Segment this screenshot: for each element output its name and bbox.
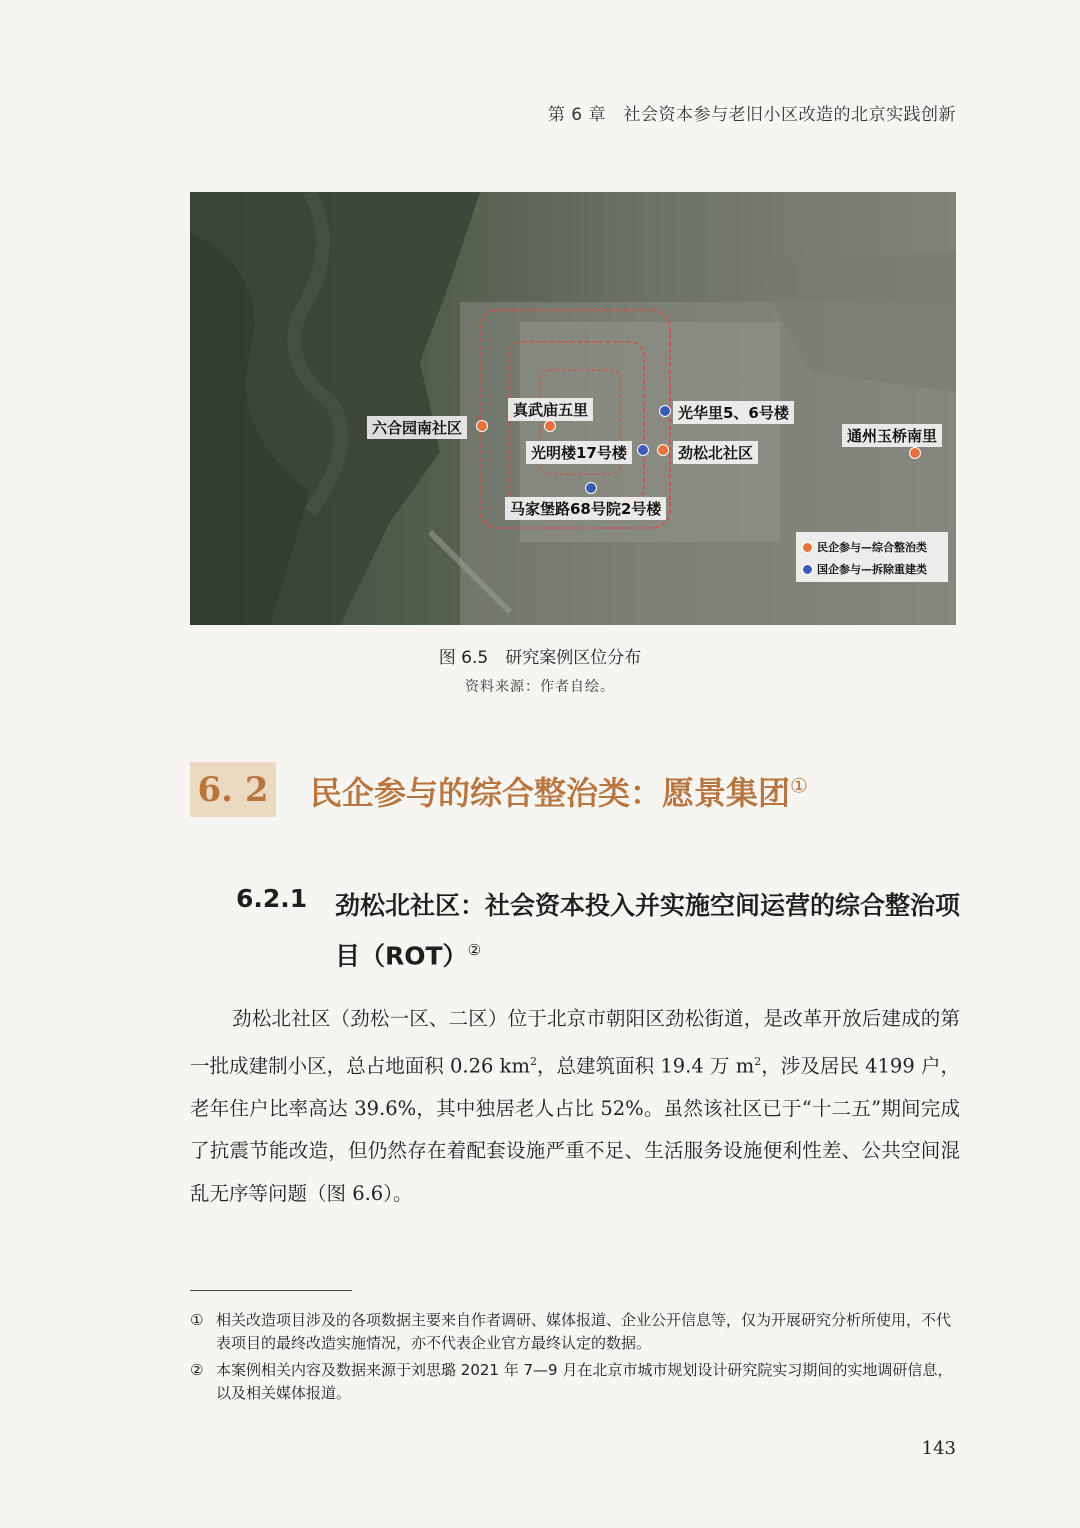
subsection-note-mark[interactable]: ② — [467, 941, 482, 959]
footnote-1-text: 相关改造项目涉及的各项数据主要来自作者调研、媒体报道、企业公开信息等，仅为开展研究分析所使用，不代表项目的最终改造实施情况，亦不代表企业官方最终认定的数据。 — [216, 1311, 952, 1352]
legend-label-state: 国企参与—拆除重建类 — [817, 563, 927, 576]
section-note-mark[interactable]: ① — [790, 773, 808, 798]
map-label-guangminglou: 光明楼17号楼 — [526, 441, 632, 464]
map-marker-state — [659, 405, 671, 417]
footnote-2 — [190, 1359, 960, 1405]
body-paragraph — [190, 998, 960, 1215]
subsection-title-text: 劲松北社区：社会资本投入并实施空间运营的综合整治项目（ROT） — [335, 891, 961, 971]
subsection-number: 6.2.1 — [236, 884, 308, 913]
map-marker-private — [657, 444, 669, 456]
body-text-c: ，涉及居民 4199 户，老年住户比率高达 39.6%，其中独居老人占比 52%。虽然该社区已于“十二五”期间完成了抗震节能改造，但仍然存在着配套设施严重不足、生活服务设施便利性差、公共空间混乱无序等问题（图 6.6）。 — [190, 1054, 960, 1205]
figure-caption: 图 6.5 研究案例区位分布 — [438, 648, 642, 668]
body-sup-2: 2 — [754, 1054, 762, 1068]
footnote-2-text: 本案例相关内容及数据来源于刘思璐 2021 年 7—9 月在北京市城市规划设计研究院实习期间的实地调研信息，以及相关媒体报道。 — [216, 1361, 953, 1402]
map-label-guanghuali: 光华里5、6号楼 — [673, 401, 794, 424]
legend-item-private — [802, 539, 927, 555]
legend-swatch-private — [802, 542, 813, 553]
legend-item-state — [802, 561, 927, 577]
section-number: 6. 2 — [197, 769, 269, 810]
map-marker-state — [637, 444, 649, 456]
subsection-title — [335, 884, 960, 978]
figure-source: 资料来源：作者自绘。 — [465, 679, 615, 695]
section-title — [310, 768, 808, 814]
map-legend — [796, 532, 948, 582]
footnote-1 — [190, 1309, 960, 1355]
map-marker-private — [476, 420, 488, 432]
legend-swatch-state — [802, 564, 813, 575]
section-title-text: 民企参与的综合整治类：愿景集团 — [310, 774, 791, 812]
footnote-2-mark: ② — [190, 1361, 204, 1379]
map-label-liuheyuan: 六合园南社区 — [367, 416, 467, 439]
section-number-badge — [190, 762, 276, 817]
map-label-zhenwumiao: 真武庙五里 — [508, 398, 593, 421]
map-marker-private — [909, 447, 921, 459]
body-text-b: ，总建筑面积 19.4 万 m — [536, 1054, 755, 1077]
satellite-map-figure — [190, 192, 956, 625]
body-text-a: 劲松北社区（劲松一区、二区）位于北京市朝阳区劲松街道，是改革开放后建成的第一批成建制小区，总占地面积 0.26 km — [190, 1007, 960, 1077]
page-number: 143 — [921, 1438, 956, 1459]
footnote-divider — [190, 1290, 352, 1291]
legend-label-private: 民企参与—综合整治类 — [817, 541, 927, 554]
footnote-1-mark: ① — [190, 1311, 204, 1329]
map-marker-state — [585, 482, 597, 494]
running-header: 第 6 章 社会资本参与老旧小区改造的北京实践创新 — [547, 105, 956, 125]
map-label-majiapu: 马家堡路68号院2号楼 — [505, 497, 666, 520]
map-label-tongzhou: 通州玉桥南里 — [842, 424, 942, 447]
map-marker-private — [544, 420, 556, 432]
body-sup-1: 2 — [529, 1054, 537, 1068]
map-label-jinsongbei: 劲松北社区 — [673, 441, 758, 464]
